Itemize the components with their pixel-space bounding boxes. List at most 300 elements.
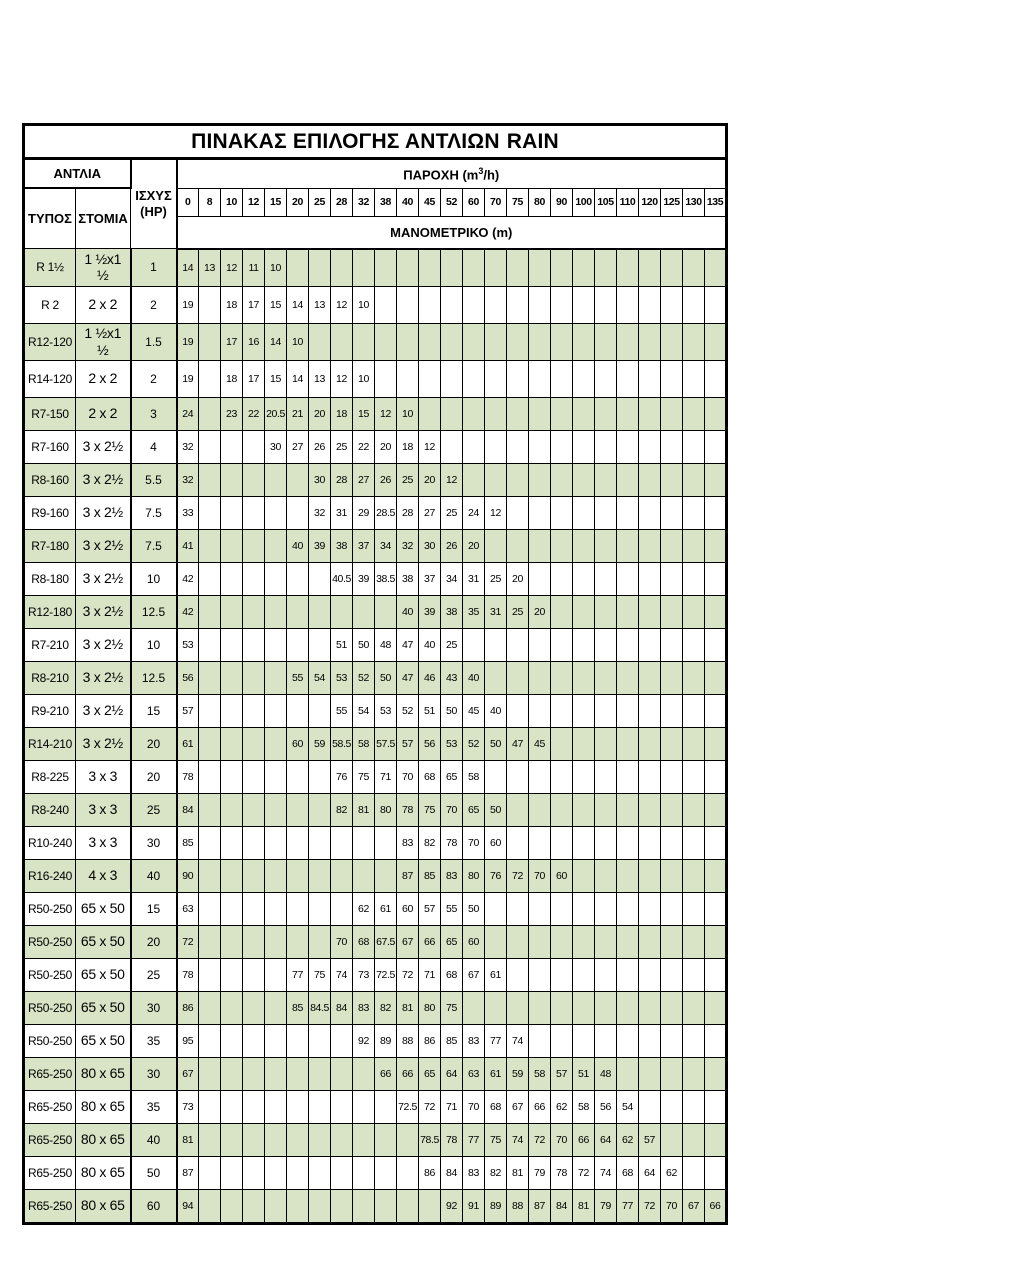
head-value-cell: 27	[287, 430, 309, 463]
head-value-cell: 45	[463, 694, 485, 727]
head-value-cell	[485, 925, 507, 958]
title-row	[24, 125, 727, 159]
pump-outlet-cell: 3 x 2½	[76, 430, 131, 463]
head-value-cell	[551, 595, 573, 628]
head-value-cell: 71	[441, 1090, 463, 1123]
pump-outlet-cell: 65 x 50	[76, 892, 131, 925]
outlet-column-header: ΣΤΟΜΙΑ	[76, 188, 131, 249]
head-value-cell	[441, 430, 463, 463]
head-value-cell: 66	[529, 1090, 551, 1123]
head-value-cell: 57	[639, 1123, 661, 1156]
pump-row	[24, 760, 727, 793]
head-value-cell: 62	[551, 1090, 573, 1123]
head-value-cell	[683, 826, 705, 859]
head-value-cell: 64	[441, 1057, 463, 1090]
head-value-cell: 47	[397, 661, 419, 694]
head-value-cell	[309, 323, 331, 360]
head-value-cell: 59	[507, 1057, 529, 1090]
head-value-cell: 33	[177, 496, 199, 529]
pump-hp-cell: 2	[131, 360, 177, 397]
head-value-cell: 83	[353, 991, 375, 1024]
head-value-cell	[331, 1024, 353, 1057]
head-value-cell	[617, 249, 639, 287]
head-value-cell	[243, 760, 265, 793]
pump-type-cell: R 2	[24, 286, 76, 323]
head-value-cell	[199, 1123, 221, 1156]
head-value-cell: 78	[441, 1123, 463, 1156]
head-value-cell: 67	[177, 1057, 199, 1090]
pump-row	[24, 892, 727, 925]
head-value-cell	[485, 991, 507, 1024]
head-value-cell	[595, 430, 617, 463]
head-value-cell	[529, 892, 551, 925]
head-value-cell	[287, 760, 309, 793]
head-value-cell	[463, 991, 485, 1024]
head-value-cell: 14	[177, 249, 199, 287]
head-value-cell	[243, 727, 265, 760]
head-value-cell	[507, 286, 529, 323]
head-value-cell	[529, 496, 551, 529]
head-value-cell: 46	[419, 661, 441, 694]
head-value-cell	[529, 430, 551, 463]
pump-hp-cell: 20	[131, 925, 177, 958]
head-value-cell: 80	[463, 859, 485, 892]
head-value-cell	[705, 694, 727, 727]
flow-column-header-cell: 70	[485, 188, 507, 216]
head-value-cell: 95	[177, 1024, 199, 1057]
head-value-cell: 22	[353, 430, 375, 463]
head-value-cell: 43	[441, 661, 463, 694]
head-value-cell	[573, 286, 595, 323]
head-value-cell	[551, 826, 573, 859]
head-value-cell: 39	[309, 529, 331, 562]
head-value-cell	[639, 661, 661, 694]
head-value-cell: 12	[419, 430, 441, 463]
head-value-cell	[705, 286, 727, 323]
head-value-cell	[595, 859, 617, 892]
head-value-cell: 79	[595, 1189, 617, 1223]
head-value-cell	[309, 628, 331, 661]
head-value-cell	[221, 529, 243, 562]
head-value-cell	[243, 1057, 265, 1090]
head-value-cell: 35	[463, 595, 485, 628]
head-value-cell	[485, 529, 507, 562]
head-value-cell	[661, 397, 683, 430]
head-value-cell	[705, 727, 727, 760]
head-value-cell	[485, 430, 507, 463]
head-value-cell	[265, 463, 287, 496]
pump-type-cell: R9-160	[24, 496, 76, 529]
pump-outlet-cell: 3 x 2½	[76, 628, 131, 661]
head-value-cell	[243, 892, 265, 925]
head-value-cell: 72.5	[375, 958, 397, 991]
head-value-cell	[683, 397, 705, 430]
head-value-cell: 25	[507, 595, 529, 628]
head-value-cell	[375, 595, 397, 628]
head-value-cell: 56	[595, 1090, 617, 1123]
head-value-cell	[683, 859, 705, 892]
head-value-cell: 39	[353, 562, 375, 595]
head-value-cell	[595, 628, 617, 661]
flow-column-header-cell: 60	[463, 188, 485, 216]
head-value-cell: 84	[441, 1156, 463, 1189]
head-value-cell	[397, 323, 419, 360]
head-value-cell	[595, 760, 617, 793]
power-column-header	[131, 159, 177, 249]
head-value-cell: 40	[287, 529, 309, 562]
head-value-cell	[661, 1090, 683, 1123]
head-value-cell	[573, 249, 595, 287]
flow-column-header-cell: 0	[177, 188, 199, 216]
head-value-cell	[309, 1090, 331, 1123]
head-value-cell	[617, 694, 639, 727]
head-value-cell	[507, 694, 529, 727]
head-value-cell	[595, 727, 617, 760]
head-value-cell: 92	[353, 1024, 375, 1057]
head-value-cell	[331, 1123, 353, 1156]
head-value-cell	[705, 1090, 727, 1123]
head-value-cell	[705, 793, 727, 826]
head-value-cell	[661, 1123, 683, 1156]
head-value-cell: 85	[419, 859, 441, 892]
head-value-cell	[309, 859, 331, 892]
head-value-cell: 18	[331, 397, 353, 430]
head-value-cell	[287, 826, 309, 859]
head-value-cell: 20	[507, 562, 529, 595]
head-value-cell: 90	[177, 859, 199, 892]
head-value-cell	[705, 628, 727, 661]
pump-hp-cell: 30	[131, 826, 177, 859]
head-value-cell: 65	[441, 760, 463, 793]
head-value-cell	[353, 595, 375, 628]
head-value-cell: 54	[353, 694, 375, 727]
head-value-cell	[221, 1156, 243, 1189]
head-value-cell	[287, 859, 309, 892]
head-value-cell	[309, 892, 331, 925]
head-value-cell	[287, 1024, 309, 1057]
head-value-cell	[639, 1024, 661, 1057]
head-value-cell: 70	[331, 925, 353, 958]
head-value-cell: 78	[177, 958, 199, 991]
head-value-cell	[529, 694, 551, 727]
pump-row	[24, 1090, 727, 1123]
head-value-cell	[199, 463, 221, 496]
head-value-cell	[573, 859, 595, 892]
head-value-cell	[199, 859, 221, 892]
head-value-cell: 27	[419, 496, 441, 529]
pump-outlet-cell: 3 x 2½	[76, 529, 131, 562]
head-value-cell: 72	[419, 1090, 441, 1123]
head-value-cell	[463, 286, 485, 323]
pump-outlet-cell: 3 x 3	[76, 826, 131, 859]
head-value-cell	[661, 793, 683, 826]
head-value-cell: 37	[353, 529, 375, 562]
head-value-cell	[617, 286, 639, 323]
head-value-cell	[221, 892, 243, 925]
head-value-cell	[595, 925, 617, 958]
head-value-cell	[221, 430, 243, 463]
head-value-cell	[221, 694, 243, 727]
head-value-cell	[595, 562, 617, 595]
flow-column-header-cell: 38	[375, 188, 397, 216]
pump-hp-cell: 50	[131, 1156, 177, 1189]
flow-column-header-cell: 40	[397, 188, 419, 216]
head-value-cell: 87	[177, 1156, 199, 1189]
head-value-cell	[243, 463, 265, 496]
head-value-cell	[265, 727, 287, 760]
head-value-cell: 34	[441, 562, 463, 595]
head-value-cell	[199, 958, 221, 991]
pump-outlet-cell: 3 x 3	[76, 793, 131, 826]
head-value-cell	[573, 463, 595, 496]
head-value-cell	[265, 859, 287, 892]
head-value-cell: 10	[287, 323, 309, 360]
head-value-cell	[617, 727, 639, 760]
head-value-cell	[243, 628, 265, 661]
head-value-cell: 79	[529, 1156, 551, 1189]
head-value-cell	[331, 323, 353, 360]
head-value-cell: 51	[331, 628, 353, 661]
head-value-cell	[705, 397, 727, 430]
head-value-cell	[221, 628, 243, 661]
head-value-cell	[287, 1189, 309, 1223]
pump-outlet-cell: 3 x 3	[76, 760, 131, 793]
flow-column-header-cell: 45	[419, 188, 441, 216]
head-value-cell	[595, 595, 617, 628]
head-value-cell: 73	[353, 958, 375, 991]
head-value-cell: 67	[683, 1189, 705, 1223]
head-value-cell	[683, 249, 705, 287]
pump-hp-cell: 2	[131, 286, 177, 323]
pump-row	[24, 323, 727, 360]
head-value-cell: 87	[529, 1189, 551, 1223]
head-value-cell	[287, 496, 309, 529]
head-value-cell: 53	[177, 628, 199, 661]
head-value-cell	[661, 760, 683, 793]
head-value-cell	[639, 562, 661, 595]
head-value-cell: 18	[221, 360, 243, 397]
flow-column-header-cell: 120	[639, 188, 661, 216]
head-value-cell	[705, 595, 727, 628]
head-value-cell: 89	[375, 1024, 397, 1057]
head-value-cell: 58	[573, 1090, 595, 1123]
head-value-cell: 20	[309, 397, 331, 430]
pump-hp-cell: 10	[131, 628, 177, 661]
head-value-cell	[309, 760, 331, 793]
head-value-cell	[617, 463, 639, 496]
head-value-cell	[463, 249, 485, 287]
head-value-cell: 84	[551, 1189, 573, 1223]
head-value-cell	[529, 360, 551, 397]
head-value-cell	[529, 323, 551, 360]
head-value-cell: 68	[485, 1090, 507, 1123]
head-value-cell: 26	[441, 529, 463, 562]
head-value-cell: 30	[265, 430, 287, 463]
head-value-cell	[485, 286, 507, 323]
head-value-cell	[617, 859, 639, 892]
pump-outlet-cell: 65 x 50	[76, 958, 131, 991]
head-value-cell	[683, 562, 705, 595]
head-value-cell	[375, 286, 397, 323]
head-value-cell	[551, 694, 573, 727]
pump-outlet-cell: 3 x 2½	[76, 595, 131, 628]
head-value-cell	[507, 430, 529, 463]
head-value-cell	[705, 925, 727, 958]
head-value-cell: 67.5	[375, 925, 397, 958]
head-value-cell	[639, 463, 661, 496]
head-value-cell	[331, 1189, 353, 1223]
head-value-cell	[661, 595, 683, 628]
head-value-cell	[529, 661, 551, 694]
pump-type-cell: R7-210	[24, 628, 76, 661]
head-value-cell: 50	[485, 793, 507, 826]
brand-name: RAIN	[506, 129, 559, 153]
head-value-cell	[199, 1189, 221, 1223]
head-value-cell: 60	[485, 826, 507, 859]
flow-header-text: ΠΑΡΟΧΗ (m	[403, 166, 479, 182]
pump-outlet-cell: 1 ½x1 ½	[76, 249, 131, 287]
head-value-cell: 20	[375, 430, 397, 463]
head-value-cell: 18	[397, 430, 419, 463]
head-value-cell	[595, 529, 617, 562]
table-title	[24, 125, 727, 159]
head-value-cell: 82	[419, 826, 441, 859]
head-value-cell	[265, 562, 287, 595]
head-value-cell	[551, 249, 573, 287]
head-value-cell	[573, 1024, 595, 1057]
head-value-cell	[573, 793, 595, 826]
head-value-cell	[661, 991, 683, 1024]
head-value-cell	[529, 628, 551, 661]
head-value-cell: 84.5	[309, 991, 331, 1024]
head-value-cell: 38.5	[375, 562, 397, 595]
head-value-cell	[309, 1189, 331, 1223]
type-column-header: ΤΥΠΟΣ	[24, 188, 76, 249]
head-value-cell	[617, 826, 639, 859]
head-value-cell	[199, 360, 221, 397]
head-value-cell	[595, 463, 617, 496]
pump-type-cell: R7-160	[24, 430, 76, 463]
head-value-cell: 81	[177, 1123, 199, 1156]
head-value-cell	[243, 595, 265, 628]
head-value-cell: 68	[617, 1156, 639, 1189]
pump-outlet-cell: 2 x 2	[76, 397, 131, 430]
pump-hp-cell: 35	[131, 1024, 177, 1057]
head-value-cell: 25	[441, 628, 463, 661]
head-value-cell	[507, 249, 529, 287]
head-value-cell: 85	[287, 991, 309, 1024]
pump-type-cell: R50-250	[24, 991, 76, 1024]
head-value-cell: 45	[529, 727, 551, 760]
head-value-cell	[331, 859, 353, 892]
head-value-cell	[683, 595, 705, 628]
head-value-cell: 32	[177, 430, 199, 463]
head-value-cell: 47	[507, 727, 529, 760]
head-value-cell	[507, 496, 529, 529]
head-value-cell	[265, 1123, 287, 1156]
head-value-cell: 30	[419, 529, 441, 562]
head-value-cell	[573, 430, 595, 463]
head-value-cell: 78	[397, 793, 419, 826]
head-value-cell	[287, 249, 309, 287]
head-value-cell: 60	[287, 727, 309, 760]
head-value-cell: 82	[485, 1156, 507, 1189]
head-value-cell: 70	[551, 1123, 573, 1156]
head-value-cell	[683, 628, 705, 661]
pump-row	[24, 826, 727, 859]
head-value-cell	[331, 249, 353, 287]
head-value-cell	[243, 958, 265, 991]
head-value-cell: 78.5	[419, 1123, 441, 1156]
head-value-cell	[309, 595, 331, 628]
head-value-cell	[639, 892, 661, 925]
head-value-cell	[353, 323, 375, 360]
head-value-cell	[661, 1024, 683, 1057]
head-value-cell	[661, 925, 683, 958]
head-value-cell: 42	[177, 562, 199, 595]
head-value-cell	[661, 892, 683, 925]
pump-row	[24, 1156, 727, 1189]
head-value-cell: 82	[331, 793, 353, 826]
pump-row	[24, 694, 727, 727]
head-value-cell	[265, 760, 287, 793]
head-value-cell	[551, 323, 573, 360]
head-value-cell	[485, 628, 507, 661]
head-value-cell	[375, 1156, 397, 1189]
head-value-cell	[705, 323, 727, 360]
head-value-cell	[375, 360, 397, 397]
head-value-cell: 88	[507, 1189, 529, 1223]
head-value-cell	[573, 661, 595, 694]
head-value-cell	[507, 323, 529, 360]
head-value-cell	[265, 1057, 287, 1090]
pump-hp-cell: 25	[131, 958, 177, 991]
head-value-cell: 10	[397, 397, 419, 430]
head-value-cell	[573, 529, 595, 562]
pump-hp-cell: 3	[131, 397, 177, 430]
head-value-cell	[199, 694, 221, 727]
flow-column-header-cell: 25	[309, 188, 331, 216]
head-value-cell	[243, 859, 265, 892]
head-value-cell	[199, 430, 221, 463]
head-value-cell	[595, 286, 617, 323]
head-value-cell	[199, 1090, 221, 1123]
head-value-cell: 83	[397, 826, 419, 859]
head-value-cell: 59	[309, 727, 331, 760]
head-value-cell	[617, 397, 639, 430]
head-value-cell	[595, 249, 617, 287]
head-value-cell	[199, 991, 221, 1024]
head-value-cell: 17	[243, 286, 265, 323]
pump-hp-cell: 35	[131, 1090, 177, 1123]
head-value-cell	[617, 360, 639, 397]
head-value-cell	[573, 991, 595, 1024]
head-value-cell	[485, 323, 507, 360]
head-value-cell	[639, 430, 661, 463]
head-value-cell: 78	[441, 826, 463, 859]
head-value-cell: 64	[639, 1156, 661, 1189]
head-value-cell: 20	[529, 595, 551, 628]
head-value-cell	[265, 793, 287, 826]
head-value-cell	[353, 1123, 375, 1156]
head-value-cell	[573, 628, 595, 661]
pump-type-cell: R65-250	[24, 1156, 76, 1189]
head-value-cell: 80	[419, 991, 441, 1024]
head-value-cell	[463, 430, 485, 463]
head-value-cell	[683, 529, 705, 562]
flow-column-header-cell: 135	[705, 188, 727, 216]
head-value-cell: 67	[463, 958, 485, 991]
